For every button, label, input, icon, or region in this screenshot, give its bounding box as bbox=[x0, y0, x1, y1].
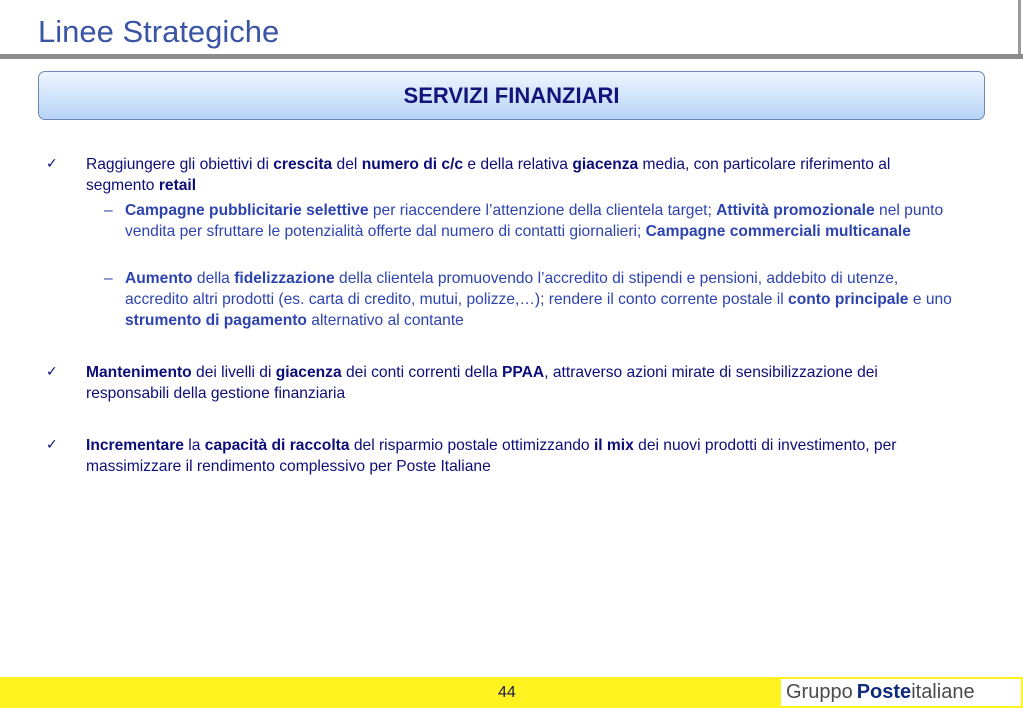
bullet-growth bbox=[46, 154, 956, 196]
title-corner-rule bbox=[1018, 0, 1021, 58]
checkmark-icon: ✓ bbox=[46, 364, 58, 380]
slide-title: Linee Strategiche bbox=[38, 14, 280, 49]
sub-bullet-loyalty bbox=[46, 268, 956, 331]
sub-bullet-text: Aumento della fidelizzazione della clientela promuovendo l’accredito di stipendi e pensioni, addebito di utenze, accredito altri prodotti (es. carta di credito, mutui, polizze,…); rendere il conto corrente postale il conto principale e uno strumento di pagamento alternativo al contante bbox=[125, 270, 952, 329]
bullet-text: Mantenimento dei livelli di giacenza dei conti correnti della PPAA, attraverso azioni mirate di sensibilizzazione dei responsabili della gestione finanziaria bbox=[86, 364, 878, 402]
dash-marker: – bbox=[104, 270, 113, 287]
title-divider bbox=[0, 54, 1023, 59]
checkmark-icon: ✓ bbox=[46, 156, 58, 172]
bullet-maintenance bbox=[46, 362, 956, 404]
sub-bullet-text: Campagne pubblicitarie selettive per riaccendere l’attenzione della clientela target; Attività promozionale nel punto vendita per sfruttare le potenzialità offerte dal numero di contatti giornalieri; Campagne commerciali multicanale bbox=[125, 202, 944, 240]
bullet-increase bbox=[46, 435, 956, 477]
section-title: SERVIZI FINANZIARI bbox=[403, 82, 620, 108]
section-header-box bbox=[38, 71, 985, 120]
logo-gruppo-text: Gruppo bbox=[786, 681, 853, 703]
logo-poste-text: Poste bbox=[856, 681, 912, 703]
bullet-text: Raggiungere gli obiettivi di crescita del numero di c/c e della relativa giacenza media, con particolare riferimento al segmento retail bbox=[86, 156, 891, 194]
logo-italiane-text: italiane bbox=[911, 681, 975, 703]
sub-bullet-campaigns bbox=[46, 200, 956, 242]
bullet-list bbox=[46, 154, 956, 477]
checkmark-icon: ✓ bbox=[46, 437, 58, 453]
dash-marker: – bbox=[104, 202, 113, 219]
bullet-text: Incrementare la capacità di raccolta del risparmio postale ottimizzando il mix dei nuovi prodotti di investimento, per massimizzare il rendimento complessivo per Poste Italiane bbox=[86, 437, 897, 475]
poste-italiane-logo bbox=[781, 679, 1021, 706]
page-number: 44 bbox=[498, 684, 516, 701]
